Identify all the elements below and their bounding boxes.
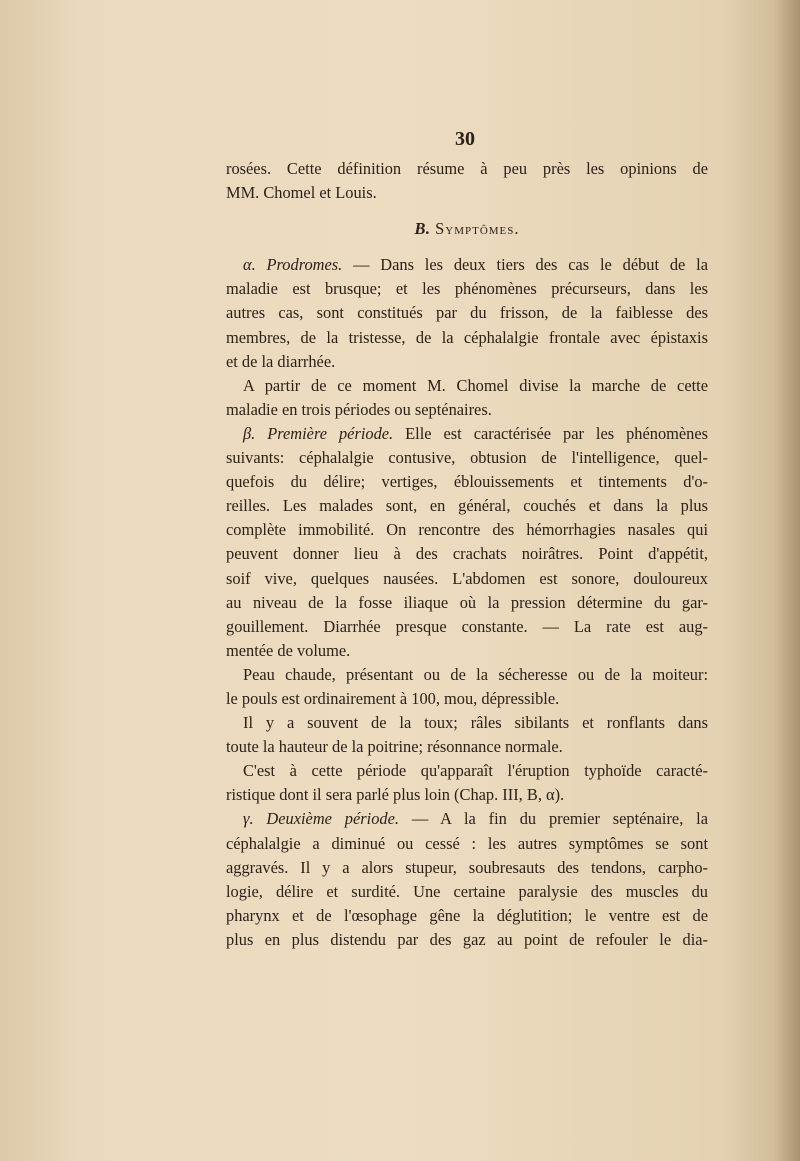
subsection-lead: γ. Deuxième période. xyxy=(243,809,399,829)
text-line xyxy=(226,253,708,277)
text-line: mentée de volume. xyxy=(226,640,351,660)
text-line: au niveau de la fosse iliaque où la pression détermine du gar- xyxy=(226,592,708,612)
text-line: le pouls est ordinairement à 100, mou, dépressible. xyxy=(226,688,560,708)
text-line: céphalalgie a diminué ou cessé : les autres symptômes se sont xyxy=(226,833,708,853)
text-line: membres, de la tristesse, de la céphalalgie frontale avec épistaxis xyxy=(226,327,708,347)
text-line: logie, délire et surdité. Une certaine paralysie des muscles du xyxy=(226,881,708,901)
text-line: ristique dont il sera parlé plus loin (Chap. III, B, α). xyxy=(226,785,565,805)
text-line: toute la hauteur de la poitrine; résonnance normale. xyxy=(226,737,563,757)
text-line xyxy=(226,807,708,831)
body-text xyxy=(226,157,708,952)
text-run: Elle est caractérisée par les phénomènes xyxy=(405,423,709,443)
subsection-lead: α. Prodromes. xyxy=(243,255,343,275)
text-line: et de la diarrhée. xyxy=(226,351,336,371)
page-number: 30 xyxy=(455,128,475,150)
text-line: rosées. Cette définition résume à peu près les opinions de xyxy=(226,159,708,178)
text-line: maladie est brusque; et les phénomènes précurseurs, dans les xyxy=(226,279,708,299)
text-line: plus en plus distendu par des gaz au point de refouler le dia- xyxy=(226,929,708,949)
text-line: A partir de ce moment M. Chomel divise la marche de cette xyxy=(243,375,708,395)
text-run: — Dans les deux tiers des cas le début de la xyxy=(353,255,708,275)
text-line: Il y a souvent de la toux; râles sibilants et ronflants dans xyxy=(243,713,708,733)
text-line: MM. Chomel et Louis. xyxy=(226,183,377,203)
text-run: — A la fin du premier septénaire, la xyxy=(411,809,708,829)
text-line: maladie en trois périodes ou septénaires. xyxy=(226,399,492,419)
text-line: peuvent donner lieu à des crachats noirâtres. Point d'appétit, xyxy=(226,544,708,564)
text-line: gouillement. Diarrhée presque constante. — La rate est aug- xyxy=(226,616,708,636)
text-line: reilles. Les malades sont, en général, couchés et dans la plus xyxy=(226,496,708,516)
page-edge-shadow xyxy=(774,0,800,1161)
section-letter: B. xyxy=(414,219,431,239)
text-line: quefois du délire; vertiges, éblouissements et tintements d'o- xyxy=(226,472,708,492)
section-title: Symptômes. xyxy=(435,219,520,239)
subsection-lead: β. Première période. xyxy=(243,423,394,443)
text-line: C'est à cette période qu'apparaît l'éruption typhoïde caracté- xyxy=(243,761,708,781)
section-heading xyxy=(226,217,708,241)
text-line: suivants: céphalalgie contusive, obtusion de l'intelligence, quel- xyxy=(226,448,708,468)
text-line: soif vive, quelques nausées. L'abdomen est sonore, douloureux xyxy=(226,568,708,588)
text-line: Peau chaude, présentant ou de la sécheresse ou de la moiteur: xyxy=(243,664,708,684)
text-line: autres cas, sont constitués par du frisson, de la faiblesse des xyxy=(226,303,708,323)
text-line: pharynx et de l'œsophage gêne la déglutition; le ventre est de xyxy=(226,905,708,925)
text-line xyxy=(226,422,708,446)
text-line: aggravés. Il y a alors stupeur, soubresauts des tendons, carpho- xyxy=(226,857,708,877)
text-line: complète immobilité. On rencontre des hémorrhagies nasales qui xyxy=(226,520,708,540)
